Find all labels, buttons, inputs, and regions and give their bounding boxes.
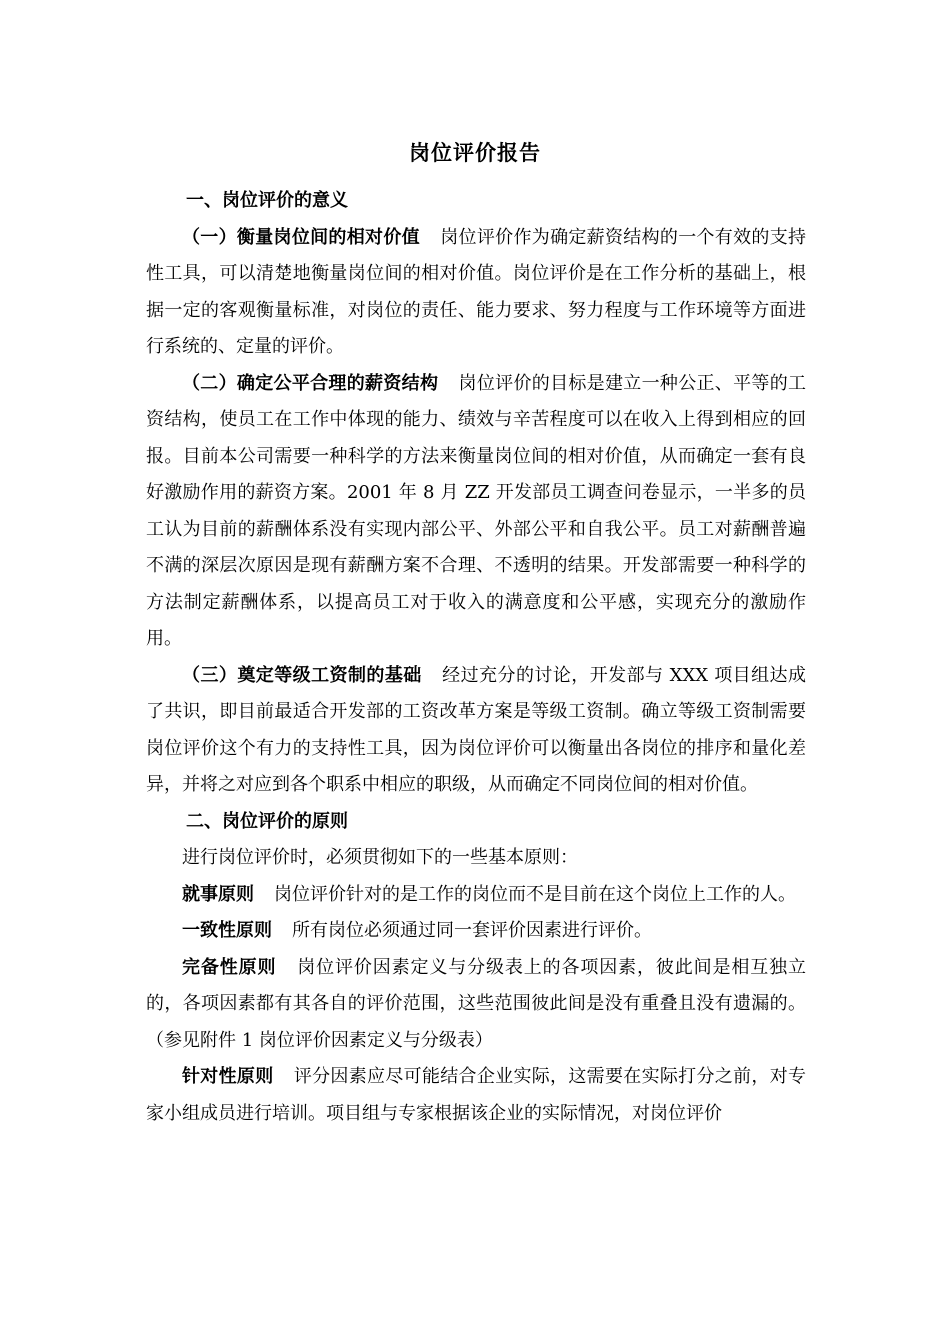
- principle-4: [146, 1059, 806, 1132]
- section1-item-1-label: （一）衡量岗位间的相对价值: [182, 226, 420, 248]
- principle-3: [146, 950, 806, 1060]
- section2-heading: 二、岗位评价的原则: [186, 810, 348, 832]
- section1-item-3: [146, 658, 806, 804]
- principle-2-text: 所有岗位必须通过同一套评价因素进行评价。: [292, 920, 652, 941]
- section1-heading: 一、岗位评价的意义: [186, 190, 348, 211]
- principle-3-text: 岗位评价因素定义与分级表上的各项因素，彼此间是相互独立的，各项因素都有其各自的评价范围，这些范围彼此间是没有重叠且没有遗漏的。（参见附件 1 岗位评价因素定义与分级表）: [146, 956, 806, 1051]
- principle-4-label: 针对性原则: [182, 1066, 274, 1087]
- principle-2-label: 一致性原则: [182, 920, 272, 941]
- document-title: 岗位评价报告: [409, 140, 541, 165]
- section1-item-1: [146, 220, 806, 366]
- section1-item-2: [146, 366, 806, 658]
- principle-1: [146, 877, 806, 914]
- principle-3-label: 完备性原则: [182, 956, 277, 978]
- principle-1-label: 就事原则: [182, 883, 254, 905]
- section1-item-3-text: 经过充分的讨论，开发部与 XXX 项目组达成了共识，即目前最适合开发部的工资改革方案是等级工资制。确立等级工资制需要岗位评价这个有力的支持性工具，因为岗位评价可以衡量出各岗位的排序和量化差异，并将之对应到各个职系中相应的职级，从而确定不同岗位间的相对价值。: [146, 664, 806, 795]
- section1-item-2-label: （二）确定公平合理的薪资结构: [182, 372, 439, 394]
- section1-item-2-text: 岗位评价的目标是建立一种公正、平等的工资结构，使员工在工作中体现的能力、绩效与辛苦程度可以在收入上得到相应的回报。目前本公司需要一种科学的方法来衡量岗位间的相对价值，从而确定一套有良好激励作用的薪资方案。2001 年 8 月 ZZ 开发部员工调查问卷显示，一半多的员工认为目前的薪酬体系没有实现内部公平、外部公平和自我公平。员工对薪酬普遍不满的深层次原因是现有薪酬方案不合理、不透明的结果。开发部需要一种科学的方法制定薪酬体系，以提高员工对于收入的满意度和公平感，实现充分的激励作用。: [146, 372, 807, 649]
- section1-item-1-text: 岗位评价作为确定薪资结构的一个有效的支持性工具，可以清楚地衡量岗位间的相对价值。岗位评价是在工作分析的基础上，根据一定的客观衡量标准，对岗位的责任、能力要求、努力程度与工作环境等方面进行系统的、定量的评价。: [146, 226, 807, 357]
- section2-intro: 进行岗位评价时，必须贯彻如下的一些基本原则：: [182, 847, 578, 868]
- principle-4-text: 评分因素应尽可能结合企业实际，这需要在实际打分之前，对专家小组成员进行培训。项目组与专家根据该企业的实际情况，对岗位评价: [146, 1066, 806, 1124]
- document-body: [146, 183, 806, 1132]
- principle-1-text: 岗位评价针对的是工作的岗位而不是目前在这个岗位上工作的人。: [274, 883, 796, 905]
- section1-item-3-label: （三）奠定等级工资制的基础: [182, 664, 422, 686]
- principle-2: [146, 913, 806, 950]
